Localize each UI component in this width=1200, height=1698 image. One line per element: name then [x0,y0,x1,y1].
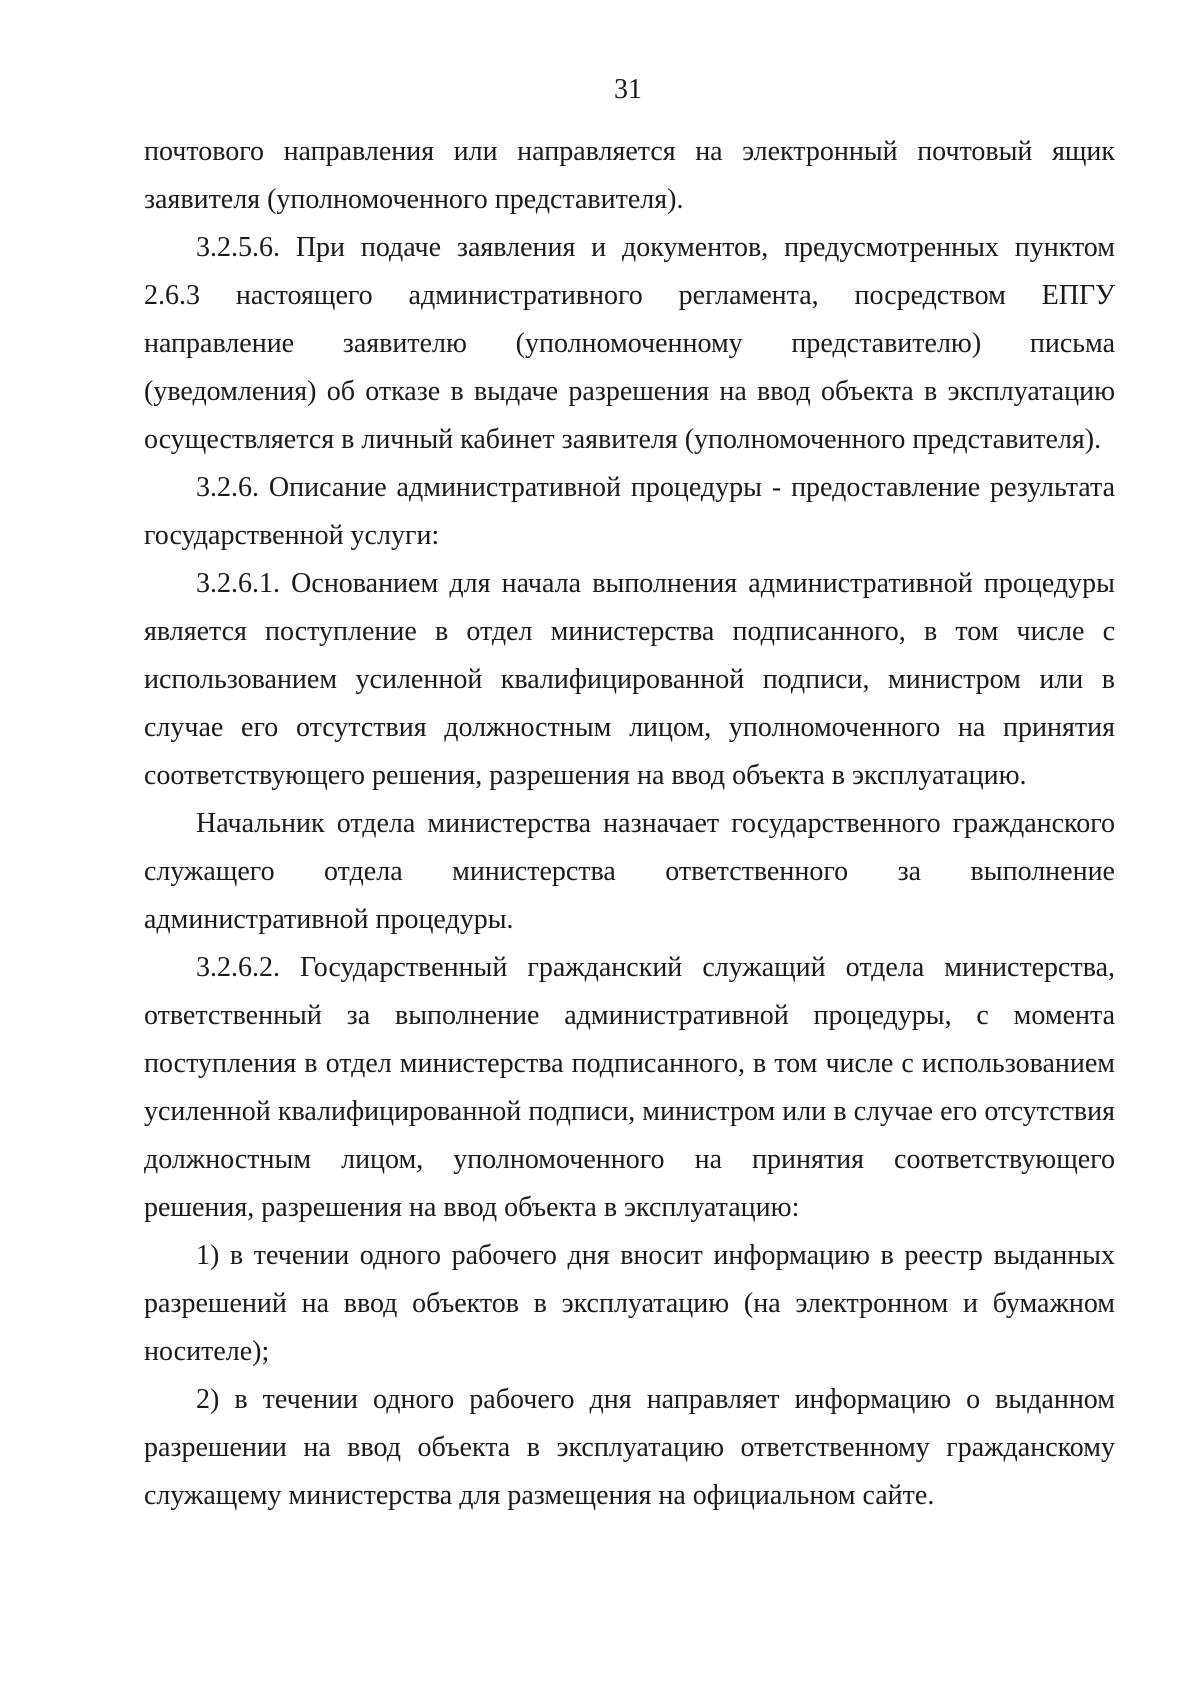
page-number: 31 [614,74,642,105]
paragraph-department-head: Начальник отдела министерства назначает государственного гражданского служащего отдела министерства ответственного за выполнение административной процедуры. [144,808,1115,935]
paragraph-continuation: почтового направления или направляется на электронный почтовый ящик заявителя (уполномоченного представителя). [144,136,1115,215]
document-body [144,128,1115,1520]
paragraph-3-2-6-2: 3.2.6.2. Государственный гражданский служащий отдела министерства, ответственный за выполнение административной процедуры, с момента поступления в отдел министерства подписанного, в том числе с использованием усиленной квалифицированной подписи, министром или в случае его отсутствия должностным лицом, уполномоченного на принятия соответствующего решения, разрешения на ввод объекта в эксплуатацию: [144,952,1115,1223]
paragraph-3-2-6: 3.2.6. Описание административной процедуры - предоставление результата государственной услуги: [144,472,1115,551]
list-item-1: 1) в течении одного рабочего дня вносит информацию в реестр выданных разрешений на ввод объектов в эксплуатацию (на электронном и бумажном носителе); [144,1240,1115,1367]
list-item-2: 2) в течении одного рабочего дня направляет информацию о выданном разрешении на ввод объекта в эксплуатацию ответственному гражданскому служащему министерства для размещения на официальном сайте. [144,1384,1115,1511]
paragraph-3-2-6-1: 3.2.6.1. Основанием для начала выполнения административной процедуры является поступление в отдел министерства подписанного, в том числе с использованием усиленной квалифицированной подписи, министром или в случае его отсутствия должностным лицом, уполномоченного на принятия соответствующего решения, разрешения на ввод объекта в эксплуатацию. [144,568,1115,791]
paragraph-3-2-5-6: 3.2.5.6. При подаче заявления и документов, предусмотренных пунктом 2.6.3 настоящего административного регламента, посредством ЕПГУ направление заявителю (уполномоченному представителю) письма (уведомления) об отказе в выдаче разрешения на ввод объекта в эксплуатацию осуществляется в личный кабинет заявителя (уполномоченного представителя). [144,232,1115,455]
